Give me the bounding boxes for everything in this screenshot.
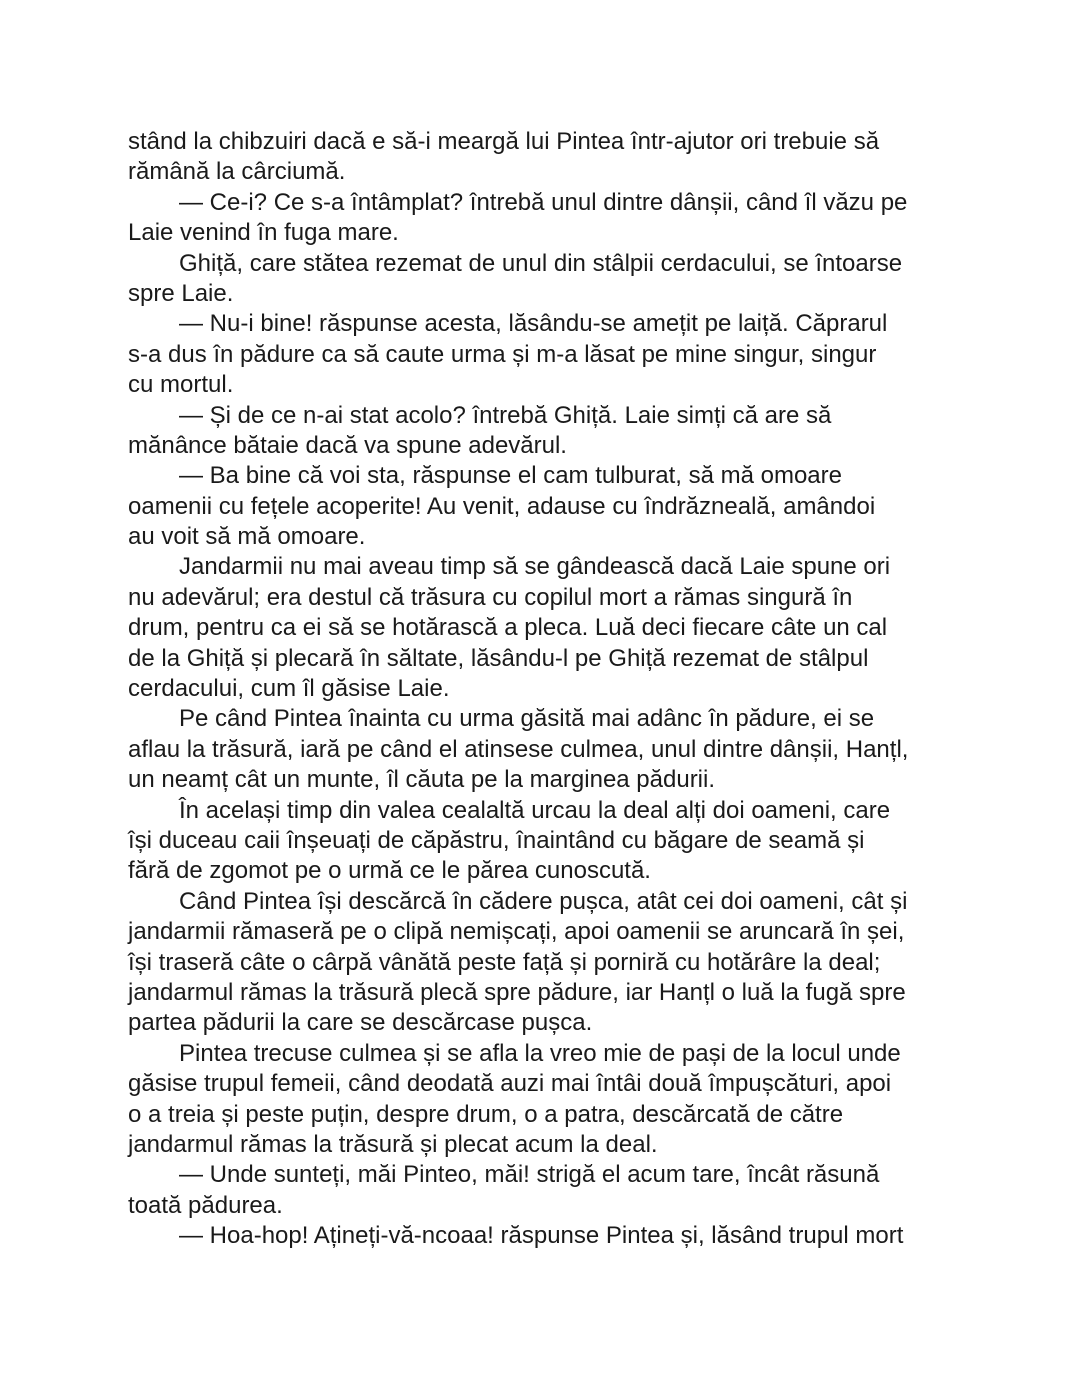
paragraph-first-line: Jandarmii nu mai aveau timp să se gândească dacă Laie spune ori (179, 553, 891, 581)
text-line: s-a dus în pădure ca să caute urma și m-a lăsat pe mine singur, singur (128, 340, 877, 368)
text-line: oamenii cu fețele acoperite! Au venit, adause cu îndrăzneală, amândoi (128, 492, 876, 520)
paragraph-first-line: Ghiță, care stătea rezemat de unul din stâlpii cerdacului, se întoarse (179, 249, 903, 277)
text-line: rămână la cârciumă. (128, 158, 346, 186)
paragraph-first-line: — Ba bine că voi sta, răspunse el cam tulburat, să mă omoare (179, 462, 842, 490)
paragraph-first-line: — Hoa-hop! Ațineți-vă-ncoaa! răspunse Pintea și, lăsând trupul mort (179, 1222, 904, 1250)
text-line: aflau la trăsură, iară pe când el atinsese culmea, unul dintre dânșii, Hanțl, (128, 735, 909, 763)
paragraph-first-line: Pe când Pintea înainta cu urma găsită mai adânc în pădure, ei se (179, 705, 875, 733)
text-line: cu mortul. (128, 371, 234, 399)
text-line: își traseră câte o cârpă vânătă peste față și porniră cu hotărâre la deal; (128, 948, 881, 976)
text-line: spre Laie. (128, 279, 234, 307)
text-line: partea pădurii la care se descărcase pușca. (128, 1009, 593, 1037)
text-line: jandarmul rămas la trăsură și plecat acum la deal. (128, 1130, 658, 1158)
paragraph-first-line: — Și de ce n-ai stat acolo? întrebă Ghiță. Laie simți că are să (179, 401, 832, 429)
paragraph-first-line: — Nu-i bine! răspunse acesta, lăsându-se amețit pe laiță. Căprarul (179, 310, 888, 338)
text-line: nu adevărul; era destul că trăsura cu copilul mort a rămas singură în (128, 583, 853, 611)
text-line: un neamț cât un munte, îl căuta pe la marginea pădurii. (128, 766, 716, 794)
text-line: Laie venind în fuga mare. (128, 219, 399, 247)
paragraph-first-line: — Unde sunteți, măi Pinteo, măi! strigă el acum tare, încât răsună (179, 1161, 880, 1189)
text-line: cerdacului, cum îl găsise Laie. (128, 675, 450, 703)
text-line: găsise trupul femeii, când deodată auzi mai întâi două împușcături, apoi (128, 1070, 892, 1098)
text-line: de la Ghiță și plecară în săltate, lăsându-l pe Ghiță rezemat de stâlpul (128, 644, 869, 672)
text-line: stând la chibzuiri dacă e să-i meargă lui Pintea într-ajutor ori trebuie să (128, 128, 880, 155)
paragraph-first-line: În același timp din valea cealaltă urcau la deal alți doi oameni, care (179, 796, 891, 824)
text-line: fără de zgomot pe o urmă ce le părea cunoscută. (128, 857, 651, 885)
text-line: toată pădurea. (128, 1191, 283, 1219)
text-line: o a treia și peste puțin, despre drum, o a patra, descărcată de către (128, 1100, 844, 1128)
paragraph-first-line: — Ce-i? Ce s-a întâmplat? întrebă unul dintre dânșii, când îl văzu pe (179, 188, 908, 216)
paragraph-first-line: Pintea trecuse culmea și se afla la vreo mie de pași de la locul unde (179, 1039, 901, 1067)
text-line: jandarmii rămaseră pe o clipă nemișcați, apoi oamenii se aruncară în șei, (128, 918, 905, 946)
text-line: jandarmul rămas la trăsură plecă spre pădure, iar Hanțl o luă la fugă spre (128, 978, 906, 1006)
paragraph-first-line: Când Pintea își descărcă în cădere pușca, atât cei doi oameni, cât și (179, 887, 908, 915)
text-line: au voit să mă omoare. (128, 523, 366, 551)
text-line: mănânce bătaie dacă va spune adevărul. (128, 431, 567, 459)
text-line: își duceau caii înșeuați de căpăstru, înaintând cu băgare de seamă și (128, 826, 865, 854)
body-text (128, 127, 958, 1251)
text-line: drum, pentru ca ei să se hotărască a pleca. Luă deci fiecare câte un cal (128, 614, 888, 642)
